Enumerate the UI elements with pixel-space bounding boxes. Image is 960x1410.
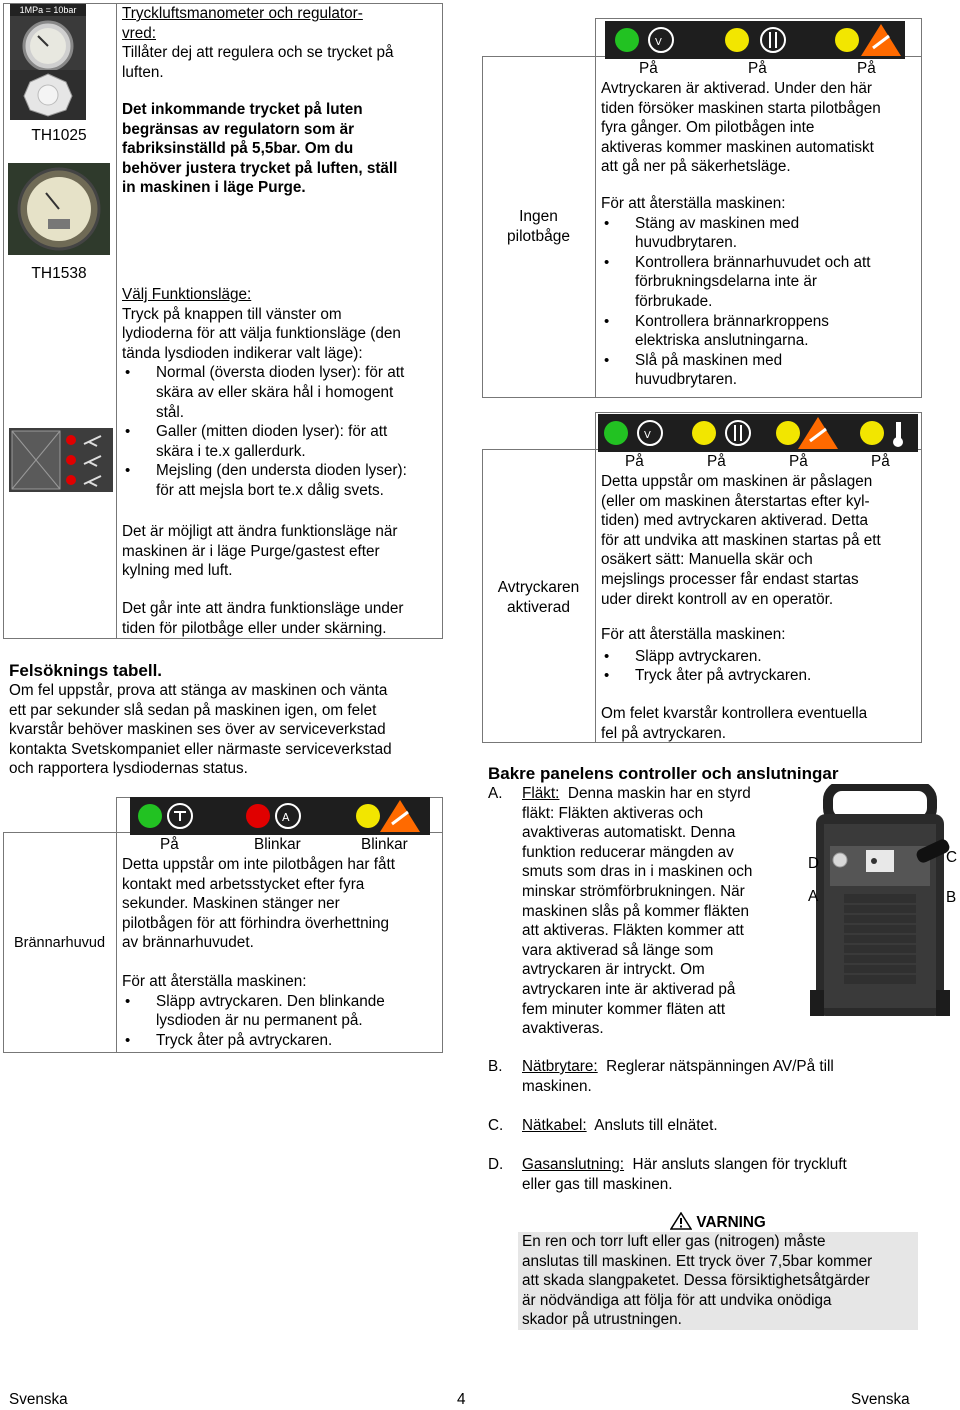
yellow-led-icon <box>835 28 859 52</box>
reset-line: • Släpp avtryckaren. <box>635 647 762 665</box>
fig-label-a: A <box>808 888 819 905</box>
warning-line: anslutas till maskinen. Ett tryck över 7,5bar kommer <box>522 1252 873 1270</box>
avtryck-label <box>482 578 595 617</box>
warning-title: VARNING <box>696 1214 766 1231</box>
reset-line: lysdioden är nu permanent på. <box>156 1012 363 1030</box>
bold-note-line: Det inkommande trycket på luten <box>122 101 363 118</box>
reset-line: • Kontrollera brännarhuvudet och att <box>635 253 871 271</box>
warning-title-row <box>518 1212 918 1232</box>
state-pa: På <box>160 836 179 853</box>
yellow-led-icon <box>776 421 800 445</box>
note-line: Det går inte att ändra funktionsläge under <box>122 600 404 617</box>
regulator-text-line: Tillåter dej att regulera och se trycket på <box>122 44 394 62</box>
state-pa: På <box>639 60 658 77</box>
green-led-icon <box>138 804 162 828</box>
reset-item <box>601 312 917 351</box>
item-line: smuts som dras in i maskinen och <box>522 863 753 881</box>
svg-text:V: V <box>644 430 651 441</box>
footer-left: Svenska <box>9 1391 68 1408</box>
item-letter: A. <box>488 785 503 802</box>
regulator-bold-note <box>122 100 438 198</box>
reset-line: • Stäng av maskinen med <box>635 214 800 232</box>
item-letter: C. <box>488 1117 504 1134</box>
svg-text:V: V <box>655 37 662 48</box>
mode-panel-icon <box>9 428 113 492</box>
reset-line: • Kontrollera brännarkroppens <box>635 312 829 330</box>
regulator-heading-line-1: Tryckluftsmanometer och regulator- <box>122 5 363 22</box>
reset-item <box>601 666 917 686</box>
yellow-led-icon <box>860 421 884 445</box>
desc-line: kontakt med arbetsstycket efter fyra <box>122 875 365 893</box>
desc-line: uder direkt kontroll av en operatör. <box>601 590 834 608</box>
yellow-led-icon <box>725 28 749 52</box>
model-label-th1025: TH1025 <box>31 127 87 144</box>
mode-text-line: lydioderna för att välja funktionsläge (den <box>122 325 401 343</box>
desc-line: Detta uppstår om inte pilotbågen har fått <box>122 856 395 873</box>
brannar-row-right-ext <box>442 797 443 833</box>
reset-list <box>601 214 917 390</box>
item-line: avtryckaren är intryckt. Om <box>522 961 705 979</box>
desc-line: aktiveras kommer maskinen automatiskt <box>601 138 874 156</box>
item-line: Ansluts till elnätet. <box>594 1117 718 1134</box>
bold-note-line: in maskinen i läge Purge. <box>122 179 306 197</box>
warning-body <box>518 1232 918 1330</box>
state-pa: På <box>625 453 644 470</box>
state-pa: På <box>857 60 876 77</box>
fig-label-c: C <box>946 849 958 866</box>
item-line: att aktiveras. Fläkten kommer att <box>522 922 744 940</box>
reset-line: • Tryck åter på avtryckaren. <box>635 667 812 685</box>
mode-text-line: tända lysdioden indikerar valt läge): <box>122 344 363 362</box>
item-line: avaktiveras. <box>522 1020 604 1038</box>
warning-icon <box>670 1212 692 1230</box>
item-line: fläkt: Fläkten aktiveras och <box>522 804 704 822</box>
reset-heading: För att återställa maskinen: <box>601 195 786 212</box>
reset-line: elektriska anslutningarna. <box>635 332 809 350</box>
mode-item-line: stål. <box>156 403 185 421</box>
ingen-label <box>482 207 595 246</box>
desc-line: tiden) med avtryckaren aktiverad. Detta <box>601 512 868 530</box>
brannar-reset <box>122 972 438 1050</box>
avtryck-desc <box>601 472 914 609</box>
warning-line: En ren och torr luft eller gas (nitrogen) måste <box>522 1233 826 1250</box>
mode-item-line: • Mejsling (den understa dioden lyser): <box>156 462 407 480</box>
green-led-icon <box>604 421 628 445</box>
svg-text:A: A <box>282 811 290 824</box>
warning-box <box>518 1212 918 1330</box>
reset-line: förbrukade. <box>635 292 713 310</box>
reset-list <box>122 992 438 1051</box>
item-letter: D. <box>488 1156 504 1173</box>
rt-top <box>595 18 922 19</box>
trouble-line: kontakta Svetskompaniet eller närmaste serviceverkstad <box>9 740 392 758</box>
reset-line: • Slå på maskinen med <box>635 351 783 369</box>
note-line: maskinen är i läge Purge/gastest efter <box>122 542 380 560</box>
reset-heading: För att återställa maskinen: <box>601 626 786 643</box>
trouble-line: och rapportera lysdiodernas status. <box>9 760 248 778</box>
item-line: avaktiveras automatiskt. Denna <box>522 824 736 842</box>
item-line: Här ansluts slangen för tryckluft <box>632 1156 847 1173</box>
reset-line: • Tryck åter på avtryckaren. <box>156 1031 333 1049</box>
warning-line: är nödvändiga att följa för att undvika onödiga <box>522 1291 832 1309</box>
brannar-label: Brännarhuvud <box>13 935 106 951</box>
item-line: Reglerar nätspänningen AV/På till <box>606 1058 834 1075</box>
label-line: pilotbåge <box>507 227 570 245</box>
pressure-gauge-large-icon <box>8 163 110 255</box>
mode-item-line: skära av eller skära hål i homogent <box>156 383 394 401</box>
brannar-desc <box>122 855 436 953</box>
trouble-line: ett par sekunder slå sedan på maskinen igen, om felet <box>9 701 377 719</box>
fig-label-b: B <box>946 889 957 906</box>
status-icons-brannar <box>130 797 430 835</box>
warning-line: att skada slangpaketet. Dessa försiktighetsåtgärder <box>522 1272 870 1290</box>
desc-line: (eller om maskinen återstartas efter kyl- <box>601 492 870 510</box>
mode-note-a <box>122 522 438 581</box>
desc-line: Detta uppstår om maskinen är påslagen <box>601 473 873 490</box>
item-line: avtryckaren inte är aktiverad på <box>522 980 736 998</box>
trouble-line: Om fel uppstår, prova att stänga av maskinen och vänta <box>9 682 388 699</box>
bold-note-line: begränsas av regulatorn som är <box>122 120 355 138</box>
item-line: minskar strömförbrukningen. När <box>522 882 745 900</box>
reset-heading: För att återställa maskinen: <box>122 973 307 990</box>
item-letter: B. <box>488 1058 503 1075</box>
mode-item-line: • Normal (översta dioden lyser): för att <box>156 364 405 382</box>
desc-line: osäkert sätt: Manuella skär och <box>601 551 813 569</box>
yellow-led-icon <box>356 804 380 828</box>
desc-line: mejslings processer får endast startas <box>601 570 859 588</box>
regulator-text <box>122 4 438 82</box>
reset-line: huvudbrytaren. <box>635 371 738 389</box>
gas-connector-icon <box>833 853 847 867</box>
avtryck-divider <box>595 412 596 743</box>
green-led-icon <box>615 28 639 52</box>
mode-section <box>122 285 438 501</box>
trouble-line: kvarstår behöver maskinen ses över av serviceverkstad <box>9 721 386 739</box>
item-line: funktion reducerar mängden av <box>522 843 734 861</box>
regulator-heading-line-2: vred: <box>122 24 157 42</box>
item-term: Nätkabel: <box>522 1117 587 1134</box>
state-pa: På <box>748 60 767 77</box>
trouble-section <box>9 661 449 779</box>
state-pa: På <box>707 453 726 470</box>
mode-text-line: Tryck på knappen till vänster om <box>122 305 342 323</box>
desc-line: fyra gånger. Om pilotbågen inte <box>601 119 815 137</box>
item-term: Gasanslutning: <box>522 1156 625 1173</box>
avtryck-footer <box>601 704 914 743</box>
bold-note-line: fabriksinställd på 5,5bar. Om du <box>122 140 354 158</box>
item-line: maskinen slås på kommer fläkten <box>522 902 749 920</box>
state-pa: På <box>789 453 808 470</box>
mode-note-b <box>122 599 438 638</box>
footer-page-number: 4 <box>457 1391 466 1408</box>
mode-item-line: för att mejsla bort te.x dålig svets. <box>156 481 384 499</box>
label-line: Avtryckaren <box>497 579 580 596</box>
desc-line: pilotbågen för att förhindra överhettning <box>122 914 390 932</box>
reset-line: förbrukningsdelarna inte är <box>635 273 817 291</box>
reset-item <box>601 647 917 667</box>
regulator-knob-icon <box>10 70 86 120</box>
label-line: Ingen <box>519 208 558 225</box>
mode-item-line: skära i te.x gallerdurk. <box>156 442 306 460</box>
desc-line: sekunder. Maskinen stänger ner <box>122 895 340 913</box>
reset-line: • Släpp avtryckaren. Den blinkande <box>156 992 385 1010</box>
desc-line: Avtryckaren är aktiverad. Under den här <box>601 80 872 97</box>
brannar-row-divider <box>116 797 117 1053</box>
reset-item <box>601 214 917 253</box>
mode-item-mejsling <box>122 461 438 500</box>
mode-heading: Välj Funktionsläge: <box>122 286 252 303</box>
note-line: kylning med luft. <box>122 562 233 580</box>
footer-line: fel på avtryckaren. <box>601 724 726 742</box>
reset-item <box>601 351 917 390</box>
mode-item-galler <box>122 422 438 461</box>
label-line: aktiverad <box>507 598 570 616</box>
item-line: Denna maskin har en styrd <box>567 785 751 802</box>
desc-line: för att undvika att maskinen startas på ett <box>601 531 881 549</box>
item-line: maskinen. <box>522 1077 592 1095</box>
desc-line: av brännarhuvudet. <box>122 934 254 952</box>
reset-list <box>601 647 917 686</box>
model-label-th1538: TH1538 <box>31 265 87 282</box>
reset-item <box>601 253 917 312</box>
ingen-desc <box>601 79 914 177</box>
rt-right-a <box>921 18 922 56</box>
warning-line: skador på utrustningen. <box>522 1311 682 1329</box>
gauge-scale-label: 1MPa = 10bar <box>10 4 86 16</box>
note-line: tiden för pilotbåge eller under skärning. <box>122 619 387 637</box>
bold-note-line: behöver justera trycket på luften, ställ <box>122 159 398 177</box>
reset-item <box>122 992 438 1031</box>
item-line: fem minuter kommer fläten att <box>522 1000 726 1018</box>
state-pa: På <box>871 453 890 470</box>
machine-rear-panel-icon <box>800 784 960 1024</box>
status-icons-ingen <box>605 21 905 59</box>
yellow-led-icon <box>692 421 716 445</box>
ingen-reset <box>601 194 917 390</box>
rt-divider-a <box>595 18 596 56</box>
fig-label-d: D <box>808 855 820 872</box>
trouble-heading: Felsöknings tabell. <box>9 661 163 680</box>
avtryck-top-right <box>595 412 922 413</box>
footer-line: Om felet kvarstår kontrollera eventuella <box>601 705 868 722</box>
mode-item-normal <box>122 363 438 422</box>
reset-item <box>122 1031 438 1051</box>
mode-list <box>122 363 438 500</box>
desc-line: tiden försöker maskinen starta pilotbågen <box>601 99 881 117</box>
mode-item-line: • Galler (mitten dioden lyser): för att <box>156 423 388 441</box>
state-blinkar: Blinkar <box>361 836 408 853</box>
avtryck-right-ext <box>921 412 922 450</box>
item-term: Nätbrytare: <box>522 1058 598 1075</box>
reset-line: huvudbrytaren. <box>635 234 738 252</box>
avtryck-reset <box>601 625 917 686</box>
state-blinkar: Blinkar <box>254 836 301 853</box>
footer-right: Svenska <box>851 1391 910 1408</box>
regulator-text-line: luften. <box>122 63 164 81</box>
note-line: Det är möjligt att ändra funktionsläge när <box>122 523 398 540</box>
pressure-gauge-small-icon <box>10 16 86 72</box>
top-table-divider <box>116 3 117 639</box>
rear-panel-heading: Bakre panelens controller och anslutningar <box>488 764 839 783</box>
red-led-icon <box>246 804 270 828</box>
desc-line: att gå ner på säkerhetsläge. <box>601 158 791 176</box>
status-icons-avtryck <box>598 414 918 452</box>
item-line: eller gas till maskinen. <box>522 1175 673 1193</box>
ingen-divider <box>595 56 596 398</box>
item-line: vara aktiverad så länge som <box>522 941 714 959</box>
item-term: Fläkt: <box>522 785 560 802</box>
